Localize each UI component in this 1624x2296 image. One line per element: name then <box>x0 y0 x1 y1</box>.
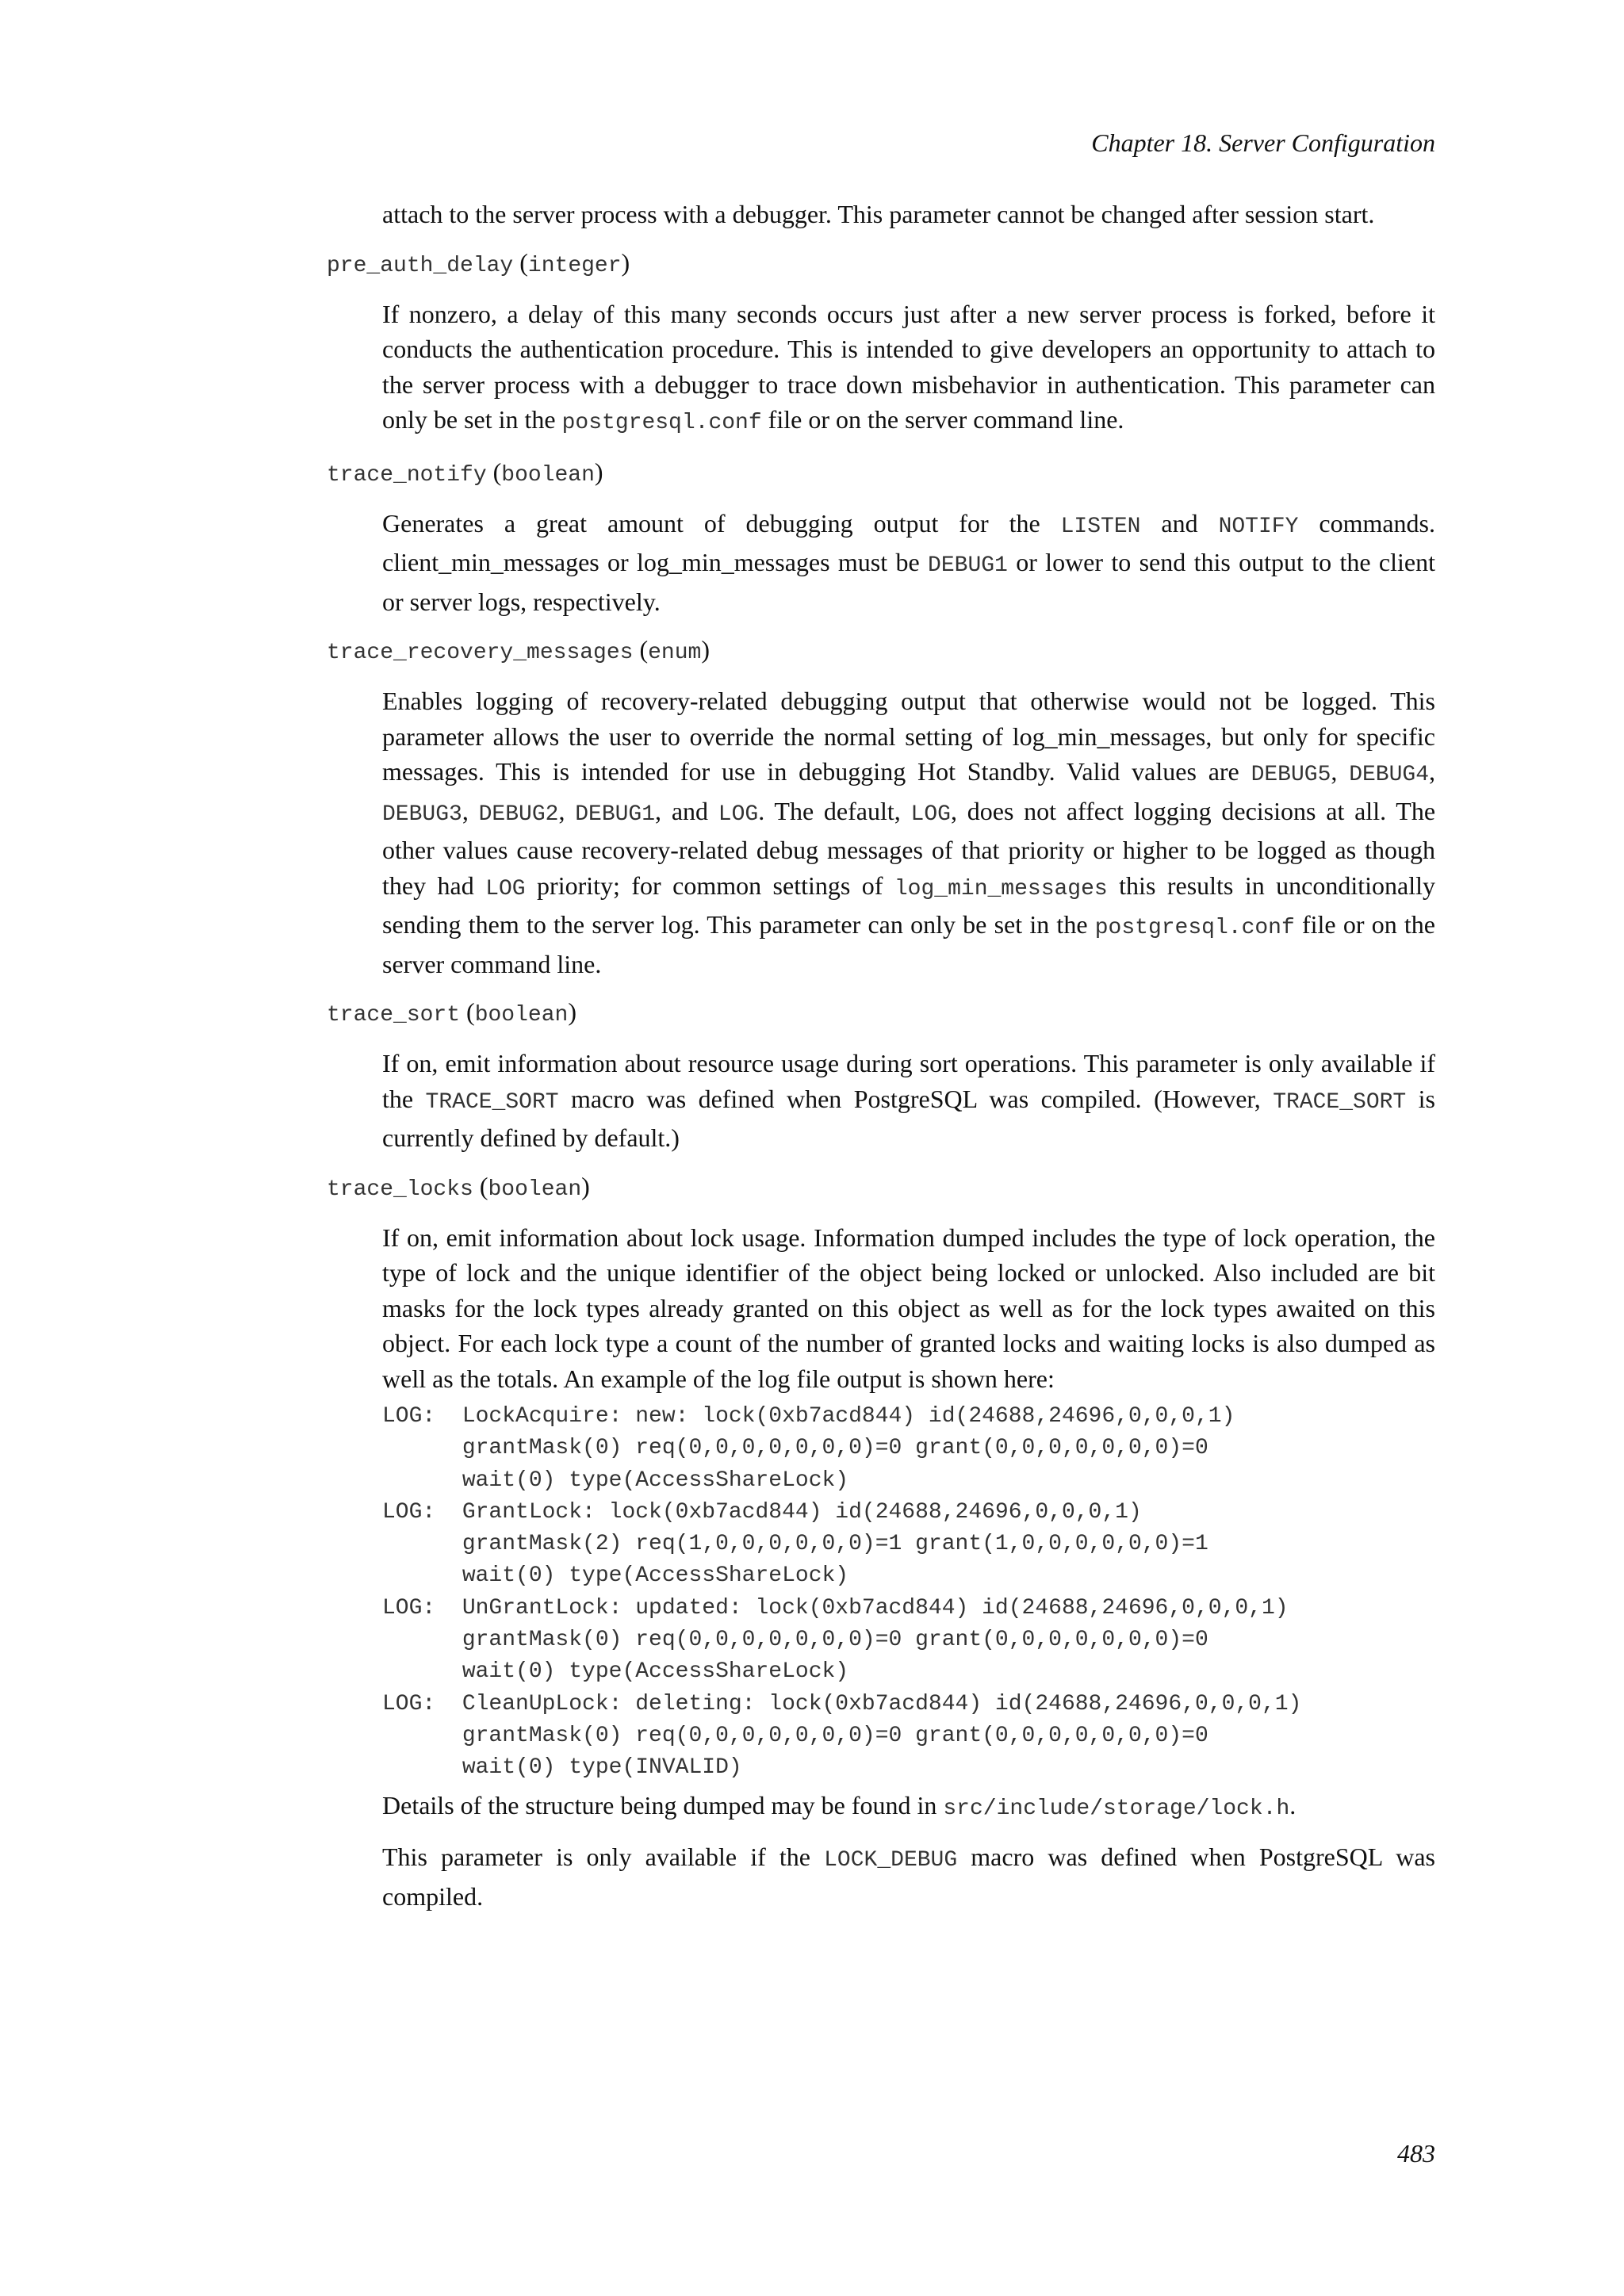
inline-code: log_min_messages <box>894 876 1108 901</box>
inline-code: DEBUG2 <box>478 802 559 827</box>
param-desc-trace-recovery-messages: Enables logging of recovery-related debugging output that otherwise would not be logged. This parameter allows the user to override the normal setting of log_min_messages, but only for specific messages. This is intended for use in debugging Hot Standby. Valid values are DEBUG5, DEBUG4, DEBUG3, DEBUG2, DEBUG1, and LOG. The default, LOG, does not affect logging decisions at all. The other values cause recovery-related debug messages of that priority or higher to be logged as though they had LOG priority; for common settings of log_min_messages this results in unconditionally sending them to the server log. This parameter can only be set in the postgresql.conf file or on the server command line. <box>382 687 1436 978</box>
page-content <box>327 197 1435 1927</box>
inline-code: DEBUG5 <box>1251 763 1331 787</box>
intro-paragraph: attach to the server process with a debugger. This parameter cannot be changed after session start. <box>382 200 1375 228</box>
inline-code: TRACE_SORT <box>425 1089 559 1115</box>
inline-code: postgresql.conf <box>561 411 762 435</box>
page-number: 483 <box>1397 2139 1435 2168</box>
inline-code: TRACE_SORT <box>1273 1089 1407 1115</box>
param-term-trace-sort: trace_sort (boolean) <box>327 997 576 1027</box>
inline-code: DEBUG1 <box>928 553 1008 578</box>
param-name: trace_sort <box>327 1003 461 1027</box>
inline-code: NOTIFY <box>1218 514 1299 539</box>
param-desc-pre-auth-delay: If nonzero, a delay of this many seconds occurs just after a new server process is forked, before it conducts the authentication procedure. This is intended to give developers an opportunity to attach to the server process with a debugger to trace down misbehavior in authentication. This parameter can only be set in the postgresql.conf file or on the server command line. <box>382 299 1435 435</box>
param-desc-trace-notify: Generates a great amount of debugging output for the LISTEN and NOTIFY commands. client_min_messages or log_min_messages must be DEBUG1 or lower to send this output to the client or server logs, respectively. <box>382 508 1436 616</box>
inline-code: LISTEN <box>1060 514 1141 539</box>
param-term-trace-recovery-messages: trace_recovery_messages (enum) <box>327 635 710 665</box>
inline-code: LOG <box>718 802 759 827</box>
param-name: trace_recovery_messages <box>327 641 634 665</box>
param-name: trace_locks <box>327 1177 473 1202</box>
param-type: integer <box>527 253 622 278</box>
inline-code: DEBUG3 <box>382 802 462 827</box>
inline-code: DEBUG1 <box>575 802 656 827</box>
inline-code: src/include/storage/lock.h <box>943 1796 1290 1821</box>
param-type: boolean <box>474 1003 569 1027</box>
log-output-example: LOG: LockAcquire: new: lock(0xb7acd844) id(24688,24696,0,0,0,1) grantMask(0) req(0,0,0,0,0,0,0)=0 grant(0,0,0,0,0,0,0)=0 wait(0) type(AccessShareLock) LOG: GrantLock: lock(0xb7acd844) id(24688,24696,0,0,0,1) grantMask(2) req(1,0,0,0,0,0,0)=1 grant(1,0,0,0,0,0,0)=1 wait(0) type(AccessShareLock) LOG: UnGrantLock: updated: lock(0xb7acd844) id(24688,24696,0,0,0,1) grantMask(0) req(0,0,0,0,0,0,0)=0 grant(0,0,0,0,0,0,0)=0 wait(0) type(AccessShareLock) LOG: CleanUpLock: deleting: lock(0xb7acd844) id(24688,24696,0,0,0,1) grantMask(0) req(0,0,0,0,0,0,0)=0 grant(0,0,0,0,0,0,0)=0 wait(0) type(INVALID) <box>382 1404 1302 1781</box>
param-term-pre-auth-delay: pre_auth_delay (integer) <box>327 247 630 278</box>
param-type: boolean <box>488 1177 582 1202</box>
param-type: enum <box>648 641 702 665</box>
inline-code: LOG <box>485 876 526 901</box>
running-header: Chapter 18. Server Configuration <box>1091 128 1435 157</box>
inline-code: postgresql.conf <box>1094 916 1295 940</box>
param-term-trace-locks: trace_locks (boolean) <box>327 1171 590 1202</box>
inline-code: LOCK_DEBUG <box>824 1848 958 1873</box>
param-desc-trace-sort: If on, emit information about resource usage during sort operations. This parameter is only available if the TRACE_SORT macro was defined when PostgreSQL was compiled. (However, TRACE_SORT is currently defined by default.) <box>382 1049 1436 1152</box>
param-name: trace_notify <box>327 462 487 488</box>
inline-code: DEBUG4 <box>1349 763 1430 787</box>
param-desc-trace-locks: If on, emit information about lock usage. Information dumped includes the type of lock operation, the type of lock and the unique identifier of the object being locked or unlocked. Also included are bit masks for the lock types already granted on this object as well as for the lock types awaited on this object. For each lock type a count of the number of granted locks and waiting locks is also dumped as well as the totals. An example of the log file output is shown here: <box>382 1223 1435 1393</box>
param-name: pre_auth_delay <box>327 253 514 278</box>
param-type: boolean <box>501 462 595 488</box>
inline-code: LOG <box>910 802 951 827</box>
lock-debug-availability: This parameter is only available if the LOCK_DEBUG macro was defined when PostgreSQL was compiled. <box>382 1843 1436 1911</box>
lock-structure-details: Details of the structure being dumped may be found in src/include/storage/lock.h. <box>382 1790 1297 1821</box>
param-term-trace-notify: trace_notify (boolean) <box>327 457 603 488</box>
